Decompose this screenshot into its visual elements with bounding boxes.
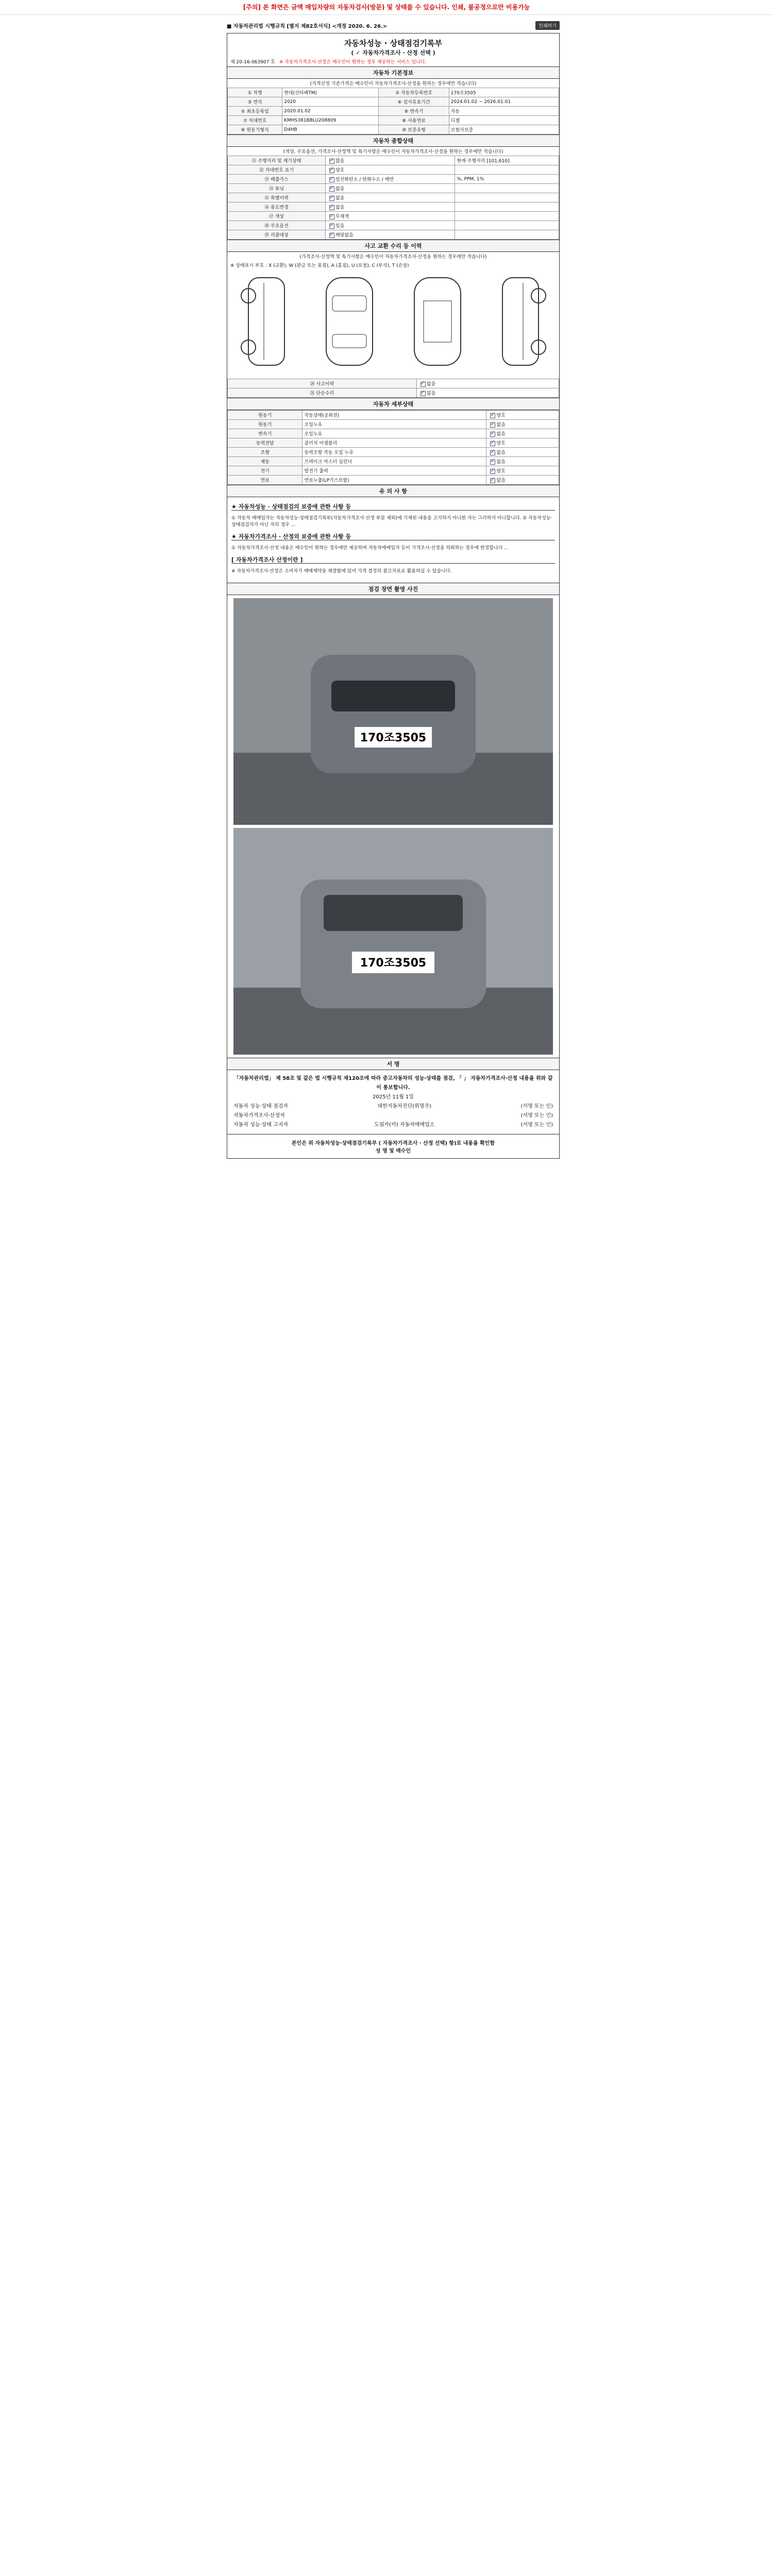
notes-title: 유 의 사 항 xyxy=(227,485,559,497)
check-box-icon xyxy=(421,382,426,387)
photo-title: 점검 장면 촬영 사진 xyxy=(227,583,559,595)
state-value-text: 해당없음 xyxy=(335,233,354,238)
state-note xyxy=(455,221,559,230)
detail-row xyxy=(228,466,559,476)
state-label: ⑫ 차대번호 표기 xyxy=(228,165,326,175)
check-box-icon xyxy=(329,205,334,210)
check-box-icon xyxy=(490,460,495,465)
notes-heading-1: ★ 자동차성능 · 상태점검의 보증에 관한 사항 등 xyxy=(231,503,555,511)
detail-row xyxy=(228,429,559,438)
state-row xyxy=(228,202,559,212)
rear-plate-text: 170조3505 xyxy=(360,957,427,970)
state-row xyxy=(228,193,559,202)
basic-value: 보험사보증 xyxy=(449,125,559,134)
state-note: %, PPM, 1% xyxy=(455,175,559,184)
state-row xyxy=(228,221,559,230)
check-box-icon xyxy=(329,214,334,219)
basic-value: KMHS381BBLU208809 xyxy=(282,116,379,125)
state-note xyxy=(455,184,559,193)
detail-value xyxy=(486,411,559,420)
basic-label: ⑦ 차대번호 xyxy=(228,116,282,125)
notes-section xyxy=(227,497,559,583)
state-value xyxy=(325,193,455,202)
car-bottom-diagram xyxy=(399,273,476,370)
state-value-text: 없음 xyxy=(335,205,345,210)
detail-row xyxy=(228,438,559,448)
state-row xyxy=(228,156,559,165)
detail-item: 작동상태(공회전) xyxy=(303,411,486,420)
basic-label: ⑧ 사용연료 xyxy=(379,116,449,125)
doc-title: 자동차성능 · 상태점검기록부 xyxy=(344,39,443,48)
sign-cell: (서명 또는 인) xyxy=(520,1122,553,1128)
check-box-icon xyxy=(490,432,495,437)
basic-info-table xyxy=(227,88,559,134)
detail-table xyxy=(227,410,559,485)
basic-info-title: 자동차 기본정보 xyxy=(227,66,559,79)
accident-label: ㉑ 단순수리 xyxy=(228,388,417,398)
state-label: ⑲ 리콜대상 xyxy=(228,230,326,240)
print-button[interactable]: 인쇄하기 xyxy=(535,21,560,30)
detail-item: 오일누유 xyxy=(303,429,486,438)
basic-value: 2020 xyxy=(282,97,379,107)
detail-category: 조향 xyxy=(228,448,303,457)
detail-value xyxy=(486,466,559,476)
detail-title: 자동차 세부상태 xyxy=(227,398,559,410)
notes-paragraph-3: ※ 자동차가격조사·산정은 소비자가 매매계약을 체결함에 있어 가격 결정의 참고자료로 활용하실 수 있습니다. xyxy=(231,569,452,574)
state-row xyxy=(228,175,559,184)
detail-category: 동력전달 xyxy=(228,438,303,448)
state-title: 자동차 종합상태 xyxy=(227,134,559,147)
detail-value-text: 없음 xyxy=(496,478,506,483)
detail-category: 제동 xyxy=(228,457,303,466)
basic-row xyxy=(228,88,559,97)
check-box-icon xyxy=(329,168,334,173)
state-label: ⑬ 배출가스 xyxy=(228,175,326,184)
detail-item: 클러치 어셈블리 xyxy=(303,438,486,448)
state-value-text: 있음 xyxy=(335,224,345,229)
sign-row xyxy=(233,1111,553,1121)
accident-value xyxy=(416,388,559,398)
footer-text: 본인은 위 자동차성능·상태점검기록부 ( 자동차가격조사 · 산정 선택) 항)로 내용을 확인함 xyxy=(291,1141,495,1146)
form-body xyxy=(227,33,560,1159)
detail-row xyxy=(228,420,559,429)
check-box-icon xyxy=(490,469,495,474)
car-front-photo xyxy=(233,598,553,825)
car-top-diagram xyxy=(311,273,388,370)
state-value xyxy=(325,165,455,175)
state-note xyxy=(455,165,559,175)
basic-value: 현대(산타페TM) xyxy=(282,88,379,97)
state-row xyxy=(228,165,559,175)
car-diagrams xyxy=(227,269,559,379)
car-side-right-diagram xyxy=(487,273,554,370)
state-row xyxy=(228,184,559,193)
state-value-text: 많음 xyxy=(335,159,345,164)
check-box-icon xyxy=(329,187,334,192)
sign-title: 서 명 xyxy=(227,1058,559,1070)
accident-row xyxy=(228,388,559,398)
notes-heading-2: ★ 자동차가격조사 · 산정의 보증에 관한 사항 등 xyxy=(231,533,555,540)
detail-value-text: 없음 xyxy=(496,422,506,428)
sign-date: 2025년 11월 1일 xyxy=(373,1094,414,1100)
car-side-left-diagram xyxy=(233,273,300,370)
check-box-icon xyxy=(490,450,495,455)
sign-rows xyxy=(233,1102,553,1130)
state-label: ⑮ 특별이력 xyxy=(228,193,326,202)
sign-cell: 자동차 성능·상태 고지자 xyxy=(233,1122,289,1128)
detail-value xyxy=(486,476,559,485)
detail-value xyxy=(486,429,559,438)
basic-row xyxy=(228,97,559,107)
front-plate-text: 170조3505 xyxy=(360,732,427,744)
check-box-icon xyxy=(490,478,495,483)
inspection-document xyxy=(227,20,560,1159)
inspection-photo-rear xyxy=(233,828,553,1055)
detail-value-text: 양호 xyxy=(496,413,506,418)
detail-row xyxy=(228,411,559,420)
basic-value: 2020.01.02 xyxy=(282,107,379,116)
state-note xyxy=(455,212,559,221)
sign-cell: 자동차 성능·상태 점검자 xyxy=(233,1104,289,1109)
basic-row xyxy=(228,125,559,134)
notice-banner: [주의] 본 화면은 금액 매입차량의 자동차검사(방문) 및 상태를 수 있습니다. 인쇄, 불공정으로만 비용가능 xyxy=(0,0,773,15)
sign-row xyxy=(233,1121,553,1130)
state-value-text: 양호 xyxy=(335,168,345,173)
detail-category: 원동기 xyxy=(228,411,303,420)
state-note xyxy=(455,193,559,202)
doc-meta xyxy=(227,57,559,66)
sign-statement: 「자동차관리법」 제 58조 및 같은 법 시행규칙 제120조에 따라 중고자동차의 성능·상태를 점검, 「 」 자동차가격조사·산정 내용을 위와 같이 통보합니다. xyxy=(233,1076,553,1091)
state-value-text: 없음 xyxy=(335,187,345,192)
detail-value xyxy=(486,438,559,448)
detail-category: 원동기 xyxy=(228,420,303,429)
state-value xyxy=(325,202,455,212)
accident-value xyxy=(416,379,559,388)
state-value xyxy=(325,230,455,240)
basic-label: ⑩ 보증유형 xyxy=(379,125,449,134)
detail-category: 연료 xyxy=(228,476,303,485)
accident-table xyxy=(227,379,559,398)
detail-value-text: 없음 xyxy=(496,450,506,455)
state-label: ⑭ 튜닝 xyxy=(228,184,326,193)
basic-value: 2024.01.02 ~ 2026.01.01 xyxy=(449,97,559,107)
basic-row xyxy=(228,107,559,116)
sign-cell: 대한자동차진단(위명주) xyxy=(377,1104,432,1109)
check-box-icon xyxy=(421,391,426,396)
state-value xyxy=(325,156,455,165)
detail-value-text: 양호 xyxy=(496,441,506,446)
notes-paragraph-1: ① 자동차 매매업자는 자동차성능·상태점검기록부(자동차가격조사·산정 부분 제외)에 기재된 내용을 고지하지 아니한 자는 그러하지 아니합니다. ② 자동차성능·상태점검자가 아닌 자의 경우 ... xyxy=(231,516,552,528)
accident-value-text: 없음 xyxy=(426,391,436,396)
basic-info-note: (가격산정 기준가격은 매수인이 자동차가격조사·산정을 원하는 경우에만 적습니다) xyxy=(310,81,477,87)
accident-title: 사고 교환 수리 등 이력 xyxy=(227,240,559,252)
accident-legend: ※ 상태표시 부호 : X (교환), W (판금 또는 용접), A (흠집), U (요철), C (부식), T (손상) xyxy=(230,263,409,268)
basic-label: ④ 검사유효기간 xyxy=(379,97,449,107)
footer-statement xyxy=(227,1134,559,1158)
detail-item: 연료누출(LP가스포함) xyxy=(303,476,486,485)
detail-value xyxy=(486,448,559,457)
detail-item: 동력조향 작동 오일 누유 xyxy=(303,448,486,457)
basic-value: 170조3505 xyxy=(449,88,559,97)
state-label: ⑰ 색상 xyxy=(228,212,326,221)
check-box-icon xyxy=(329,233,334,238)
state-table xyxy=(227,156,559,240)
detail-value xyxy=(486,420,559,429)
basic-row xyxy=(228,116,559,125)
detail-value xyxy=(486,457,559,466)
detail-category: 변속기 xyxy=(228,429,303,438)
detail-value-text: 없음 xyxy=(496,432,506,437)
check-box-icon xyxy=(490,413,495,418)
accident-note: (가격조사·산정액 및 특기사항은 매수인이 자동차가격조사·산정을 원하는 경우에만 적습니다) xyxy=(299,255,487,260)
state-note: 현재 주행거리 [101,610] xyxy=(455,156,559,165)
state-value-text: 없음 xyxy=(335,196,345,201)
sign-section xyxy=(227,1070,559,1134)
inspection-photo-front xyxy=(233,598,553,825)
detail-item: 발전기 출력 xyxy=(303,466,486,476)
state-label: ⑪ 주행거리 및 계기상태 xyxy=(228,156,326,165)
state-label: ⑯ 용도변경 xyxy=(228,202,326,212)
detail-row xyxy=(228,448,559,457)
doc-subtitle: ( ✓ 자동차가격조사 · 산정 선택 ) xyxy=(351,49,435,56)
detail-category: 전기 xyxy=(228,466,303,476)
check-box-icon xyxy=(329,177,334,182)
sign-cell: 도림카(카) 자동차매매업소 xyxy=(374,1122,435,1128)
basic-label: ⑤ 최초등록일 xyxy=(228,107,282,116)
check-box-icon xyxy=(329,159,334,164)
sign-cell: 자동차가격조사·산정자 xyxy=(233,1113,285,1118)
state-value xyxy=(325,212,455,221)
doc-warning: ※ 자동차가격조사·산정은 매수인이 원하는 경우 제공하는 서비스 입니다. xyxy=(279,60,427,65)
state-label: ⑱ 주요옵션 xyxy=(228,221,326,230)
detail-item: 오일누유 xyxy=(303,420,486,429)
footer-signature: 성 명 및 매수인 xyxy=(375,1148,411,1154)
basic-value: 디젤 xyxy=(449,116,559,125)
detail-value-text: 양호 xyxy=(496,469,506,474)
state-row xyxy=(228,212,559,221)
sign-row xyxy=(233,1102,553,1111)
accident-label: ⑳ 사고이력 xyxy=(228,379,417,388)
car-rear-photo xyxy=(233,828,553,1055)
state-value xyxy=(325,184,455,193)
state-note xyxy=(455,202,559,212)
basic-label: ③ 연식 xyxy=(228,97,282,107)
state-row xyxy=(228,230,559,240)
detail-value-text: 없음 xyxy=(496,460,506,465)
state-note: (색상, 주요옵션, 가격조사·산정액 및 특기사항은 매수인이 자동차가격조사·산정을 원하는 경우에만 적습니다) xyxy=(283,149,503,155)
check-box-icon xyxy=(329,224,334,229)
state-note xyxy=(455,230,559,240)
state-value-text: 무채색 xyxy=(335,214,349,219)
notes-heading-3: [ 자동차가격조사 산정이란 ] xyxy=(231,556,555,564)
basic-label: ② 자동차등록번호 xyxy=(379,88,449,97)
check-box-icon xyxy=(329,196,334,201)
accident-value-text: 없음 xyxy=(426,382,436,387)
form-reference: ■ 자동차관리법 시행규칙 [별지 제82호서식] <개정 2020. 6. 26.> xyxy=(227,23,388,29)
basic-label: ⑥ 변속기 xyxy=(379,107,449,116)
accident-row xyxy=(228,379,559,388)
state-value xyxy=(325,221,455,230)
detail-row xyxy=(228,457,559,466)
check-box-icon xyxy=(490,441,495,446)
basic-value: D4HB xyxy=(282,125,379,134)
state-value-text: 일산화탄소 / 탄화수소 / 매연 xyxy=(335,177,394,182)
doc-header xyxy=(227,20,560,31)
basic-label: ① 차명 xyxy=(228,88,282,97)
state-value xyxy=(325,175,455,184)
notes-paragraph-2: ① 자동차가격조사·산정 내용은 매수인이 원하는 경우에만 제공하며 자동차매매업자 등이 가격조사·산정을 의뢰하는 경우에 한정합니다 ... xyxy=(231,546,509,551)
detail-row xyxy=(228,476,559,485)
doc-number: 제 20-16-063907 호 xyxy=(230,60,275,65)
sign-cell: (서명 또는 인) xyxy=(520,1113,553,1118)
check-box-icon xyxy=(490,422,495,428)
basic-label: ⑨ 원동기형식 xyxy=(228,125,282,134)
sign-cell: (서명 또는 인) xyxy=(520,1104,553,1109)
basic-value: 자동 xyxy=(449,107,559,116)
detail-item: 브레이크 마스터 실린더 xyxy=(303,457,486,466)
